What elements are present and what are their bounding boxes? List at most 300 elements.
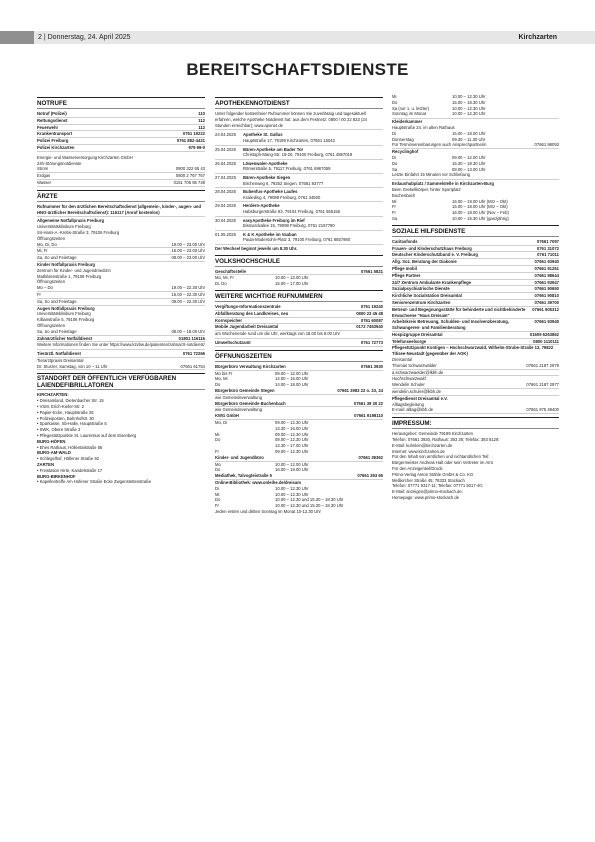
hours-time: 10.00 – 12.00 Uhr [275,461,309,467]
row-label: Krankentransport [37,131,73,137]
practice-hours-head: Öffnungszeiten [37,235,66,241]
row-value: 07661 93940 [534,259,559,265]
social-list [392,239,559,307]
row-label: Mobile Jugendarbeit Dreisamtal [215,324,279,330]
social-row: Hospizgruppe Dreisamtal 01609 6263862 [392,331,559,337]
row-label: Sa, So und Feiertage [37,328,77,334]
care-sub: Hochschwarzwald [392,376,426,382]
pharmacy-name: Herdern-Apotheke [243,203,280,209]
pharmacy-info [243,203,383,214]
row-label: Wasser [37,179,52,185]
pharmacy-address: Habsburgerstraße 93, 79104 Freiburg, 0761 555150 [243,208,341,214]
pharmacy-name: Bubenfus-Apotheke Laufes [243,189,298,195]
numbers-list [215,304,383,331]
header-accent [0,31,34,44]
care-head: Pflegedienst Dreisamtal e.V. [392,395,448,401]
energy-sub: 24h-Störungsnotdienste [37,160,82,166]
pharmacy-address: Kraileding 4, 79098 Freiburg, 0761 34500 [243,194,321,200]
hours-day: Mo [215,461,221,467]
row-value: 07661 93947 [534,279,559,285]
row-label: Rettungsdienst [37,117,68,123]
pharmacy-date: 27.04.2025 [215,174,236,180]
hours-time: 09.00 – 12.00 Uhr [452,154,486,160]
imprint-line: Für den Inhalt von amtlichen und nichtamtlichen Teil: [392,454,490,460]
pharmacy-name: easyApotheke Freiburg im Rief [243,217,305,223]
social-row: Telefonseelsorge 0800 1110111 [392,338,559,344]
row-label: Pflege Partner [392,272,421,278]
row-label: Vergiftungs-Informationszentrale [215,304,281,310]
kleider-sub: Hauptstraße 24, im alten Rathaus [392,124,455,130]
row-value: 0761 19222 [182,131,205,137]
list-row [37,173,205,180]
hours-day: Sa [392,166,398,172]
hours-day: Sa (nur 1. u. letzter) [392,105,430,111]
row-value: 07661 2187 2977 [526,382,559,388]
row-label: wendelin.schuler@lkbh.de [392,389,441,395]
hours-day: Do [392,99,398,105]
defi-group: BURG-BIRKENHOF [37,473,76,479]
hours-time: 10.00 – 12.30 Uhr [452,105,486,111]
hours-day: Mi [215,491,220,497]
hours-day: Mo bis Fr [215,370,233,376]
hours-time: 09.00 – 12.30 Uhr [275,431,309,437]
list-row [37,111,205,118]
hours-day: Mi [215,431,220,437]
office-sub: wie Gemeindeverwaltung [215,407,263,413]
hours-time: 15.00 – 17.00 Uhr [275,281,309,287]
pharmacy-date: 24.04.2025 [215,132,236,138]
row-value: 0800 2 767 767 [175,173,205,179]
practice-addr: Zentrum für Kinder- und Jugendmedizin [37,267,111,273]
row-value: 19.00 – 22.30 Uhr [171,285,205,291]
imprint-line: E-Mail: anzeigen@primo-stockach.de; [392,489,463,495]
imprint-line: Bürgermeister Andreas Hall oder sein Vertreter im Amt [392,460,493,466]
row-value: 0800 23 45 48 [356,310,383,316]
imprint-line: Telefon: 07771 9317-11; Telefax: 07771 9317-40; [392,483,483,489]
row-value: 07661 90650 [534,286,559,292]
hours-time: 16.00 – 19.00 Uhr (Mrz – Okt) [452,198,508,204]
hours-time: 10.00 – 12.30 Uhr [452,94,486,99]
hours-time: 15.00 – 18.00 Uhr [452,130,486,136]
office-row: Bürgerbüro Gemeinde Stegen 07661 3983 22 o. 23, 24 [215,388,383,394]
region-label: Kirchzarten [518,34,557,41]
doctor-intro: Rufnummer für den ärztlichen Bereitschaftsdienst (allgemein-, kinder-, augen- und HNO-ärztlicher Bereitschaftsdienst): 116117 (Anruf kostenlos) [37,204,205,218]
vet-row: Tierärztl. Notfalldienst 0761 72266 [37,351,205,357]
section-heading: VOLKSHOCHSCHULE [215,255,383,267]
hours-day: Do [215,497,221,503]
pharmacy-address: Hauptstraße 17, 79199 Kirchzarten, 07661 15042 [243,137,335,143]
practice-addr: Universitätsklinikum Freiburg [37,311,91,317]
row-value: 0800 322 55 43 [175,166,205,172]
row-label: Caritasfonds [392,238,418,244]
row-label: Notruf (Polizei) [37,111,67,116]
list-row [392,389,559,396]
row-label: Thomas Schwarzwälder [392,362,437,368]
imprint-line: Für den Anzeigenteil/Druck: [392,466,444,472]
pharmacy-info [243,218,383,229]
pharmacy-info [243,175,383,186]
row-value: 07661 90810 [534,293,559,299]
row-label: a.schwarzwaelder@lkbh.de [392,369,444,375]
practice-hours-head: Öffnungszeiten [37,279,66,285]
hours-time: 15.30 – 18.30 Uhr [452,160,486,166]
list-row [37,292,205,299]
pharmacy-info [243,147,383,158]
section-heading: SOZIALE HILFSDIENSTE [392,225,559,237]
row-label: Sa, So und Feiertage [37,255,77,261]
imprint-line: Internet: www.kirchzarten.de [392,448,445,454]
list-item: • Schlegelhof, Höllener Straße 92 [37,456,205,462]
pharmacy-date: 25.04.2025 [215,146,236,152]
section-heading: IMPRESSUM: [392,417,559,429]
pharmacy-address: Paula-Modersohn-Platz 3, 79100 Freiburg, 0761 8857980 [243,237,351,243]
row-value: 0761 60087 [360,317,383,323]
emergency-list [37,111,205,152]
kleider-note: Für Terminvereinbarungen auch Ansprechpartnerin 07661 98093 [392,142,559,148]
pharmacy-date: 30.04.2025 [215,217,236,223]
practice-street: Mathildenstraße 1, 79106 Freiburg [37,273,102,279]
vet-hours: Dr. Sturzer, Samstag, von 10 – 11 Uhr 07661 61754 [37,363,205,369]
row-value: 0151 705 95 748 [173,179,205,185]
erd-sub2: Buchenbach [392,192,416,198]
care-sub: Dreisamtal [392,357,413,363]
list-row [215,318,383,325]
list-item: • Ehes Rathaus, Höllentalstraße 56 [37,445,205,451]
pharmacy-row [215,231,383,245]
imprint-line: Meßkircher Straße 45; 78333 Stockach [392,477,465,483]
hours-time: 10.00 – 12.30 Uhr [275,485,309,491]
hours-time: 08.00 – 13.00 Uhr [452,166,486,172]
imprint-line: E-Mail: kuhnlein@kirchzarten.de [392,442,453,448]
list-item: • VSM, Erich-Kiefer-Str. 2 [37,404,205,410]
pharmacy-name: Bären-Apotheke Siegen [243,174,291,180]
row-value: 0761 31072 [536,245,559,251]
list-row [37,242,205,249]
row-value: 0761 882-4421 [176,138,205,144]
list-row [392,239,559,246]
row-value: 07661 39700 [534,299,559,305]
row-label: Kirchliche Sozialstation Dreisamtal [392,293,462,299]
list-row [392,382,559,389]
hours-day: Fr [392,210,396,216]
row-label: Allg. Soz. Beratung der Diakonie [392,259,457,265]
row-value: 07661 7097 [536,238,559,244]
list-row [392,246,559,253]
practice-hours [37,242,205,262]
row-label: Sa, So und Feiertage [37,298,77,304]
list-row [37,248,205,255]
hours-day: Do [215,467,221,473]
defi-list [37,479,205,485]
hours-day: Fr [392,204,396,210]
row-value: 112 [198,124,205,130]
section-heading: ÄRZTE [37,190,205,202]
dental-row: Zahnärztlicher Notfalldienst 01801 116116 [37,335,205,341]
row-label: Wendelin Schuler [392,382,425,388]
list-row [37,138,205,145]
numbers-sub: am Wochenende rund um die Uhr, werktags von 18.00 bis 8.00 Uhr [215,331,383,339]
care-sub: Alltagsbegleitung [392,401,424,407]
hours-time: 10.00 – 12.30 Uhr [275,491,309,497]
pharmacy-date: 26.04.2025 [215,160,236,166]
pharmacy-row [215,202,383,216]
dental-text: Weitere Informationen finden Sie unter https://www.kzvbw.de/patienten/zahnarzt-notdienst/ [37,342,205,350]
list-item: • Sparkasse, Sb-Halle, Hauptstraße 5 [37,421,205,427]
hours-time: 14.00 – 18.00 Uhr [275,382,309,388]
list-item: • Freistation Hirte, Kandelstraße 17 [37,468,205,474]
row-value: 07661 98644 [534,272,559,278]
section-heading: APOTHEKENNOTDIENST [215,97,383,109]
row-label: 24/7 Zentrum Ambulante Krankenpflege [392,279,471,285]
row-label: Strom [37,166,49,172]
row-label: Polizei Freiburg [37,138,69,144]
pharmacy-info [243,232,383,243]
office-row: KWG GmbH 07661 9198110 [215,413,383,419]
hours-day: Mi [392,198,397,204]
pharmacy-date: 01.05.2025 [215,231,236,237]
erd-head: Erdaushubplatz / Sammelstelle in Kirchzarten-Burg [392,181,494,187]
page-date: Donnerstag, 24. April 2025 [47,34,131,41]
practice-hours [37,285,205,305]
row-label: Pflege mobil [392,265,417,271]
section-heading: NOTRUFE [37,97,205,109]
pharmacy-row [215,131,383,145]
kleider-hours [392,131,559,143]
list-row [37,285,205,292]
office-row: Bürgerbüro Gemeinde Buchenbach 07661 39 30 22 [215,400,383,406]
hours-time: 16.00 – 18.00 Uhr [275,467,309,473]
row-value: 979 99-0 [188,144,205,150]
library-hours [392,94,559,117]
pharmacy-name: Apotheke St. Gallus [243,132,283,138]
practice-head: Augen Notfallpraxis Freiburg [37,305,95,311]
row-value: 16.00 – 23.00 Uhr [171,248,205,254]
hours-day: Di, Do [215,281,227,287]
office-row: Mediathek, Talvogteistraße 5 07661 393 65 [215,473,383,479]
hours-time: 09.30 – 11.30 Uhr [452,136,486,142]
kleider-head: Kleiderkammer [392,118,559,125]
defi-group: KIRCHZARTEN: [37,392,69,398]
column-3 [392,94,559,501]
row-label: Sozialpsychiatrische Dienste [392,286,450,292]
row-label: Mo – Do [37,285,53,291]
hours-day: Di [392,154,396,160]
list-item: • Polizeiposten, Bahnhofstr. 30 [37,416,205,422]
list-row [215,324,383,331]
list-item: • Dreisamland, Dietenbacher Str. 15 [37,398,205,404]
hours-time: 10.00 – 15.30 Uhr (ganzjährig) [452,215,509,221]
hours-day: Sonntag im Monat [392,111,426,117]
page-number: 2 [38,34,42,41]
row-label: Mo, Di, Do [37,241,57,247]
list-item: • Pflegestützpunkte St. Laurentius auf dem Eisenberg [37,433,205,439]
care-row: E-mail: alltag@kbh.de 07661 975 49400 [392,407,559,413]
list-row [37,180,205,187]
care-rows [392,363,559,377]
hours-time: 08.00 – 12.00 Uhr [275,370,309,376]
office-hours [215,420,383,455]
pharmacy-intro: Unter folgender kostenfreier Rufnummer können Sie zuverlässig und tagesaktuell erfahren, welche Apotheke Notdienst hat: aus dem Festnetz: 0800 / 00 22 833 (24 Stunden erreichbar); www.aponet.de [215,111,383,130]
hours-time: 09.00 – 12.30 Uhr [275,437,309,443]
pharmacy-row [215,146,383,160]
column-1 [37,94,205,485]
hours-day: Mo, Di [215,420,228,426]
defi-group: BURG-HÖFEN [37,438,66,444]
vhs-row: Geschäftsstelle 07661 5821 [215,268,383,274]
row-value: 09.00 – 22.30 Uhr [171,298,205,304]
imprint-line: Telefon: 07661 3930, Rathaus: 393 29; Telefax: 393 8129; [392,437,500,443]
recycling-hours [392,155,559,172]
row-label: Erdgas [37,173,51,179]
list-item: • Kapellentreffe Am Hofener Straße Ecke Zwgenstettenstraße [37,479,205,485]
row-label: Abfallberatung des Landkreises, neu [215,310,289,316]
office-hours [215,462,383,474]
pharmacy-info [243,189,383,200]
practice-addr: Universitätsklinikum Freiburg [37,224,91,230]
hours-time: 09.00 – 12.30 Uhr [275,449,309,455]
defi-list [37,398,205,439]
row-label: Frauen- und Kinderschutzhaus Freiburg [392,245,472,251]
hours-time: 14.00 – 16.00 Uhr [275,376,309,382]
pharmacy-address: Birchenweg 6, 79252 Siegen, 07681 93777 [243,180,324,186]
list-row [37,255,205,262]
imprint-line: Herausgeber: Gemeinde 79199 Kirchzarten [392,431,474,437]
list-row [215,311,383,318]
pharmacy-address: Bismarckallee 15, 79098 Freiburg, 0761 2167780 [243,223,335,229]
pharmacy-row [215,217,383,231]
defi-group: BURG-AM-WALD [37,450,71,456]
hours-time: 10.00 – 13.00 Uhr [275,275,309,281]
hours-day: Sa [392,215,398,221]
list-row [37,145,205,152]
hours-day: Di [392,130,396,136]
pharmacy-list [215,131,383,245]
practice-hours [37,329,205,336]
practice-street: Sir-Hans-A.-Krebs-Straße 3, 79106 Freiburg [37,229,120,235]
list-row [392,280,559,287]
hours-time: 15.00 – 18.00 Uhr (Mrz – Okt) [452,204,508,210]
row-label: Polizei Kirchzarten [37,144,75,150]
office-sub: wie Gemeindeverwaltung [215,394,263,400]
list-row [392,300,559,307]
pharmacy-date: 28.04.2025 [215,189,236,195]
row-value: 07661 91261 [534,265,559,271]
recycling-note: Letzte Einfahrt 15 Minuten vor Schließung [392,172,559,180]
section-heading: STANDORT DER ÖFFENTLICH VERFÜGBAREN LAIENDEFIBRILLATOREN [37,373,205,390]
list-row [215,304,383,311]
list-row [392,266,559,273]
row-label: Deutscher Kinderschutzbund e. V. Freiburg [392,252,478,258]
row-value: 0761 19240 [360,304,383,310]
office-sub: Online-Bibliothek: www.onleihe.de/dreisam [215,480,301,485]
row-label: Kornspeicher [215,317,242,323]
pharmacy-info [243,132,383,143]
row-value: 19.00 – 23.00 Uhr [171,241,205,247]
list-row [37,125,205,132]
hours-time: 15.00 – 18.30 Uhr [452,99,486,105]
office-note: Jeden ersten und dritten Sonntag im Monat 10-12.30 Uhr [215,508,321,514]
office-row: Bürgerbüro Verwaltung Kirchzarten 07661 3930 [215,363,383,369]
pharmacy-date: 29.04.2025 [215,203,236,209]
office-row: Kinder- und Jugendbüro 07661 39362 [215,454,383,460]
list-row [37,299,205,306]
row-value: 112 [198,117,205,123]
social-row: Betreut- und Begegnungsstätte für behinderte und nichtbehinderte Erwachsene "Haus Dreisam" 07661 905312 [392,306,559,318]
page-header [0,0,595,44]
row-value: 08.00 – 23.00 Uhr [171,255,205,261]
pharmacy-address: Römerstraße 5, 79117 Freiburg, 0761 6967059 [243,166,331,172]
hours-day: Fr [215,503,219,509]
imprint-line: Primo-Verlag Anton Stähle GmbH & Co. KG [392,471,474,477]
list-row [37,118,205,125]
list-row [392,273,559,280]
imprint-line: Homepage: www.primo-stockach.de [392,495,460,501]
practice-head: Allgemeine Notfallpraxis Freiburg [37,218,105,224]
hours-day: Do [392,160,398,166]
practice-head: Kinder Notfallpraxis Freiburg [37,261,95,267]
erd-hours [392,199,559,222]
row-label: Seniorenzentrum Kirchzarten [392,299,451,305]
row-value: 16.00 – 22.30 Uhr [171,291,205,297]
hours-time: 10.00 – 12.30 Uhr [452,111,486,117]
office-hours [215,486,383,509]
pharmacy-row [215,188,383,202]
energy-text: Energie- und Wasserversorgung Kirchzarten GmbH [37,154,133,160]
hours-day: Fr [215,449,219,455]
pharmacy-address: Christoph-Mang-Str. 18-20, 79100 Freiburg, 0761 4887019 [243,152,353,158]
header-strip: 2 | Donnerstag, 24. April 2025 Kirchzarten [34,31,595,44]
section-heading: ÖFFNUNGSZEITEN [215,350,383,362]
erd-sub: Beim Grebellkörper, hinter Sportplatz [392,186,461,192]
list-row [37,131,205,138]
care-head: Pflegestützpunkt Kontigen – Hochschwarzwald, Wilhelm-Strube-Straße 13, 79822 Titisee-Neustadt (gegenüber der AOK) [392,345,554,357]
vet-sub: Tierarztpraxis Dreisamtal [37,357,84,363]
hours-day: Di [215,485,219,491]
section-heading: WEITERE WICHTIGE RUFNUMMERN [215,290,383,302]
hours-time: 13.30 – 17.00 Uhr [275,443,309,449]
recycling-head: Recyclinghof [392,149,419,155]
hours-time: 09.00 – 12.30 Uhr [275,420,309,426]
list-row [392,363,559,370]
row-value: 0761 71011 [537,252,559,258]
hours-day: Mo, Mi [215,376,228,382]
hours-time: 16.00 – 18.00 Uhr (Nov – Feb) [452,210,509,216]
list-row [392,370,559,377]
hours-time: 13.30 – 16.00 Uhr [275,425,309,431]
pharmacy-name: Bären-Apotheke am Bader Tor [243,146,304,152]
pharmacy-row [215,174,383,188]
number-row: Umweltschutzamt 0761 72773 [215,340,383,346]
care-rows [392,382,559,396]
pharmacy-name: Löwenwaler-Apotheke [243,160,288,166]
row-label: Fr [37,291,41,297]
list-row [37,166,205,173]
office-hours [215,371,383,388]
practice-street: Killianstraße 5, 79106 Freiburg [37,317,95,323]
hours-day: Donnerstag [392,136,414,142]
pharmacy-row [215,160,383,174]
list-row [392,286,559,293]
pharmacy-info [243,161,383,172]
hours-time: 10.00 – 12.30 und 15.30 – 18.30 Uhr [275,503,344,509]
list-item: • SWK, Obere Straße 3 [37,427,205,433]
hours-day: Do [215,437,221,443]
page-title: BEREITSCHAFTSDIENSTE [186,60,409,79]
imprint-lines [392,431,559,501]
list-item: • Papier-Ecke, Hauptstraße 26 [37,410,205,416]
list-row [392,259,559,266]
practice-hours-head: Öffnungszeiten [37,322,66,328]
